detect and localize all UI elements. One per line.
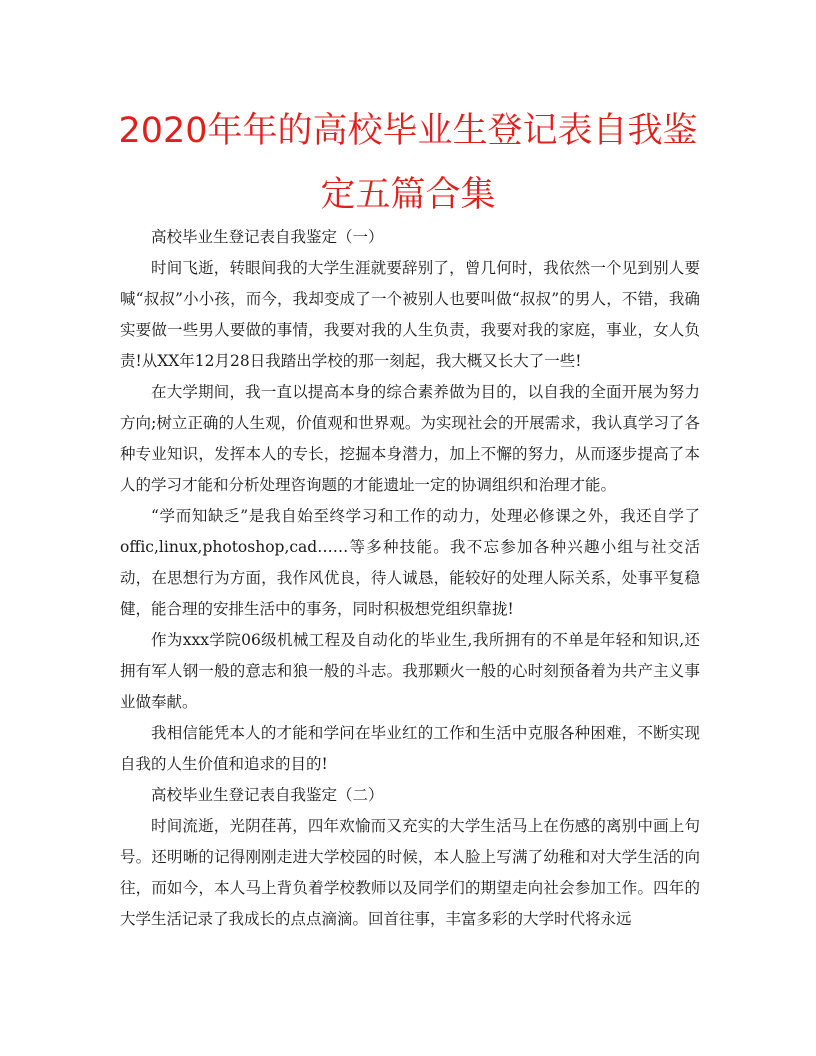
document-title: 2020年年的高校毕业生登记表自我鉴定五篇合集 [118,111,698,215]
body-paragraph: 在大学期间，我一直以提高本身的综合素养做为目的，以自我的全面开展为努力方向;树立正确的人生观，价值观和世界观。为实现社会的开展需求，我认真学习了各种专业知识，发挥本人的专长，挖掘本身潜力，加上不懈的努力，从而逐步提高了本人的学习才能和分析处理咨询题的才能遗址一定的协调组织和治理才能。 [120,383,700,494]
body-paragraph: 我相信能凭本人的才能和学问在毕业红的工作和生活中克服各种困难，不断实现自我的人生价值和追求的目的! [120,724,700,773]
body-paragraph: 时间流逝，光阴荏苒，四年欢愉而又充实的大学生活马上在伤感的离别中画上句号。还明晰的记得刚刚走进大学校园的时候，本人脸上写满了幼稚和对大学生活的向往，而如今，本人马上背负着学校教师以及同学们的期望走向社会参加工作。四年的大学生活记录了我成长的点点滴滴。回首往事，丰富多彩的大学时代将永远 [120,817,700,928]
body-paragraph: “学而知缺乏”是我自始至终学习和工作的动力，处理必修课之外，我还自学了offic,linux,photoshop,cad……等多种技能。我不忘参加各种兴趣小组与社交活动，在思想行为方面，我作风优良，待人诚恳，能较好的处理人际关系，处事平复稳健，能合理的安排生活中的事务，同时积极想党组织靠拢! [120,507,700,618]
document-body [120,222,700,935]
body-paragraph: 时间飞逝，转眼间我的大学生涯就要辞别了，曾几何时，我依然一个见到别人要喊“叔叔”小小孩，而今，我却变成了一个被别人也要叫做“叔叔”的男人，不错，我确实要做一些男人要做的事情，我要对我的人生负责，我要对我的家庭，事业，女人负责!从XX年12月28日我踏出学校的那一刻起，我大概又长大了一些! [120,259,700,370]
section-heading: 高校毕业生登记表自我鉴定（二） [151,786,384,804]
body-paragraph: 作为xxx学院06级机械工程及自动化的毕业生,我所拥有的不单是年轻和知识,还拥有军人钢一般的意志和狼一般的斗志。我那颗火一般的心时刻预备着为共产主义事业做奉献。 [120,631,700,711]
section-heading: 高校毕业生登记表自我鉴定（一） [151,228,384,246]
